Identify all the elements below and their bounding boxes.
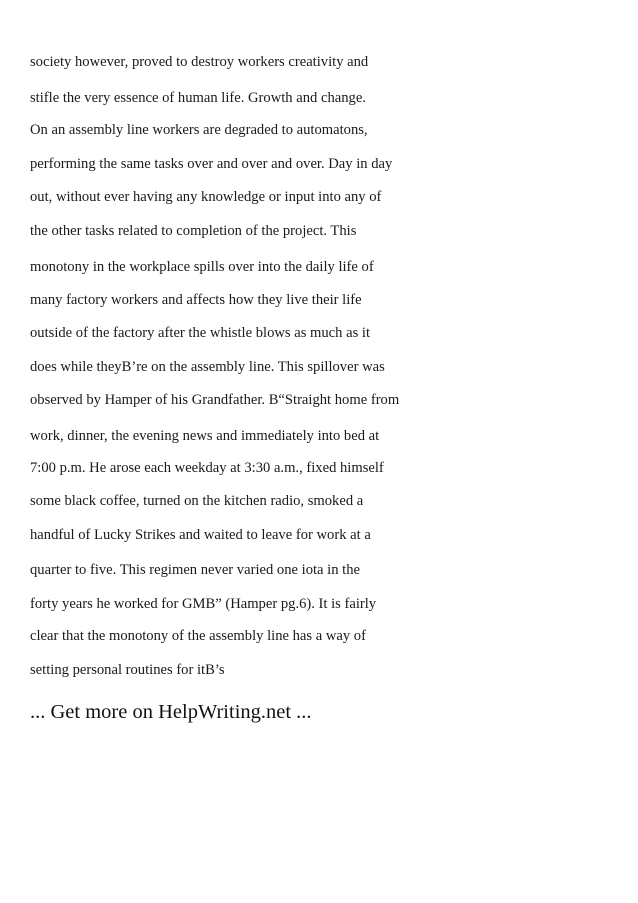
body-text-line: On an assembly line workers are degraded to automatons, — [30, 122, 368, 138]
body-text-line: quarter to five. This regimen never varied one iota in the — [30, 562, 360, 578]
body-text-line: clear that the monotony of the assembly line has a way of — [30, 628, 366, 644]
body-text-line: observed by Hamper of his Grandfather. B“Straight home from — [30, 392, 400, 408]
body-text-line: forty years he worked for GMB” (Hamper pg.6). It is fairly — [30, 596, 377, 612]
body-text-line: the other tasks related to completion of the project. This — [30, 223, 357, 239]
body-text-line: monotony in the workplace spills over into the daily life of — [30, 259, 374, 275]
body-text-line: handful of Lucky Strikes and waited to leave for work at a — [30, 527, 371, 543]
body-text-line: stifle the very essence of human life. Growth and change. — [30, 90, 366, 106]
body-text-line: out, without ever having any knowledge or input into any of — [30, 189, 382, 205]
body-text-line: 7:00 p.m. He arose each weekday at 3:30 a.m., fixed himself — [30, 460, 384, 476]
body-text-line: outside of the factory after the whistle blows as much as it — [30, 325, 371, 341]
body-text-line: work, dinner, the evening news and immediately into bed at — [30, 428, 380, 444]
body-text-line: many factory workers and affects how they live their life — [30, 292, 362, 308]
body-text-line: setting personal routines for itB’s — [30, 662, 225, 678]
body-text-line: performing the same tasks over and over and over. Day in day — [30, 156, 393, 172]
body-text-line: does while theyB’re on the assembly line. This spillover was — [30, 359, 385, 375]
body-text-line: some black coffee, turned on the kitchen radio, smoked a — [30, 493, 364, 509]
helpwriting-link[interactable]: ... Get more on HelpWriting.net ... — [30, 701, 312, 723]
body-text-line: society however, proved to destroy workers creativity and — [30, 54, 369, 70]
